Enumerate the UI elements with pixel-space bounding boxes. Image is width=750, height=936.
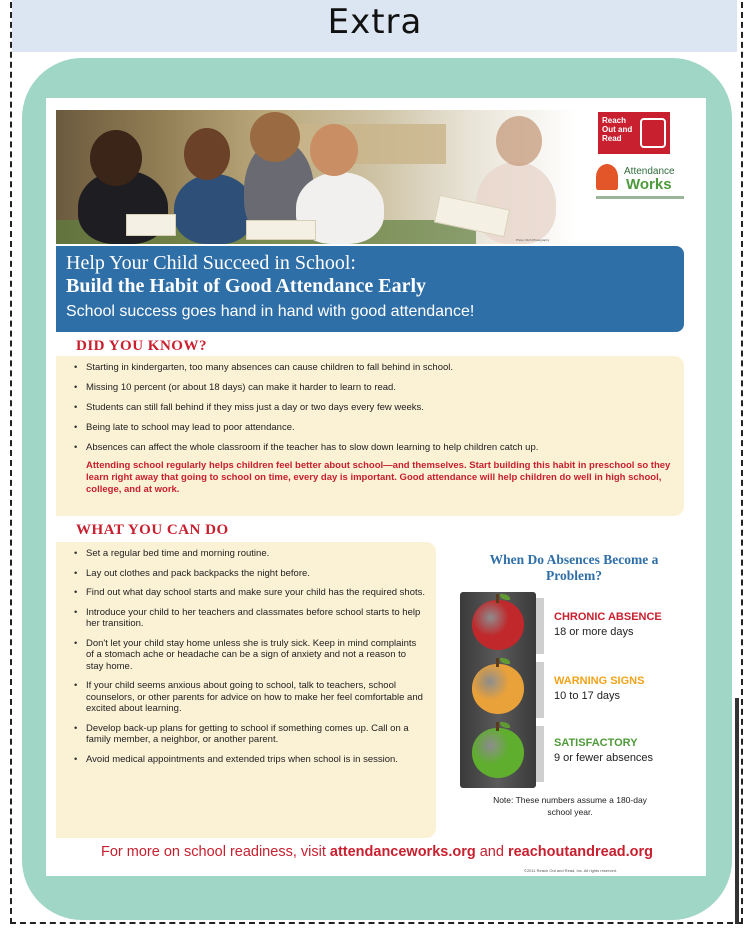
- teacher-head: [250, 112, 300, 162]
- level-chronic-absence: CHRONIC ABSENCE: [554, 611, 662, 623]
- page-edge-mark: [735, 698, 739, 924]
- level-warning-signs: WARNING SIGNS: [554, 675, 645, 687]
- list-item: • Don't let your child stay home unless she is truly sick. Keep in mind complaints of a stomach ache or headache can be a sign of anxiety and not a reason to stay home.: [86, 638, 426, 673]
- list-item: • Lay out clothes and pack backpacks the night before.: [86, 568, 426, 580]
- footer-prefix: For more on school readiness, visit: [101, 844, 330, 860]
- logo-tagline: [596, 196, 684, 199]
- list-item: • Develop back-up plans for getting to school if something comes up. Call on a family member, a neighbor, or another parent.: [86, 723, 426, 746]
- level-chronic-desc: 18 or more days: [554, 626, 634, 638]
- list-item: • Avoid medical appointments and extended trips when school is in session.: [86, 754, 426, 766]
- children-reading-photo: [56, 110, 576, 244]
- footer-line: [62, 844, 692, 860]
- what-you-can-do-box: [56, 542, 436, 838]
- attendance-flyer: [46, 98, 706, 876]
- light-tab: [536, 662, 544, 718]
- child-figure: [174, 174, 254, 244]
- photo-credit: Photo: Rich Photography: [516, 238, 550, 242]
- level-satisfactory-desc: 9 or fewer absences: [554, 752, 654, 764]
- child-head: [184, 128, 230, 180]
- banner-line-2: Build the Habit of Good Attendance Early: [66, 275, 427, 297]
- what-you-can-do-heading: WHAT YOU CAN DO: [76, 522, 229, 538]
- list-item: • Being late to school may lead to poor attendance.: [86, 422, 670, 434]
- child-head: [496, 116, 542, 166]
- book-shape: [246, 220, 316, 240]
- list-item: • Starting in kindergarten, too many absences can cause children to fall behind in school.: [86, 362, 670, 374]
- list-item: • Missing 10 percent (or about 18 days) can make it harder to learn to read.: [86, 382, 670, 394]
- list-item: • Introduce your child to her teachers and classmates before school starts to help her transition.: [86, 607, 426, 630]
- attendanceworks-link[interactable]: attendanceworks.org: [329, 844, 476, 860]
- apple-mark-icon: [596, 164, 618, 190]
- red-apple-icon: [472, 600, 524, 650]
- absences-title: When Do Absences Become a Problem?: [489, 552, 659, 583]
- did-you-know-heading: DID YOU KNOW?: [76, 338, 207, 354]
- book-shape: [126, 214, 176, 236]
- level-warning-desc: 10 to 17 days: [554, 690, 621, 702]
- title-banner: [56, 246, 684, 332]
- book-stethoscope-icon: [640, 118, 666, 148]
- attendance-works-logo: [594, 160, 686, 206]
- list-item: • Students can still fall behind if they miss just a day or two days every few weeks.: [86, 402, 670, 414]
- list-item: • If your child seems anxious about going to school, talk to teachers, school counselors, or other parents for advice on how to make her feel comfortable and excited about learning.: [86, 680, 426, 715]
- absences-note: Note: These numbers assume a 180-day school year.: [493, 795, 647, 817]
- list-item: • Find out what day school starts and make sure your child has the required shots.: [86, 587, 426, 599]
- logo-text-attendance: Attendance: [624, 166, 675, 177]
- reach-out-and-read-logo: [598, 112, 670, 154]
- light-tab: [536, 598, 544, 654]
- footer-middle: and: [475, 844, 508, 860]
- did-you-know-box: [56, 356, 684, 516]
- banner-line-1: Help Your Child Succeed in School:: [66, 252, 356, 274]
- light-tab: [536, 726, 544, 782]
- list-item: • Set a regular bed time and morning routine.: [86, 548, 426, 560]
- emphasis-paragraph: Attending school regularly helps children feel better about school—and themselves. Start building this habit in preschool so they learn right away that going to school on time, every day is important. Good attendance will help children do well in high school, college, and at work.: [86, 460, 671, 495]
- list-item: • Absences can affect the whole classroom if the teacher has to slow down learning to help children catch up.: [86, 442, 670, 454]
- banner-subtitle: School success goes hand in hand with good attendance!: [66, 303, 475, 320]
- page-title: Extra: [327, 2, 423, 42]
- copyright: ©2011 Reach Out and Read, Inc. All rights reserved.: [524, 868, 617, 873]
- traffic-light: [460, 592, 536, 788]
- logo-text-works: Works: [626, 176, 672, 193]
- child-head: [310, 124, 358, 176]
- child-head: [90, 130, 142, 186]
- reachoutandread-link[interactable]: reachoutandread.org: [507, 844, 653, 860]
- level-satisfactory: SATISFACTORY: [554, 737, 638, 749]
- yellow-apple-icon: [472, 664, 524, 714]
- green-apple-icon: [472, 728, 524, 778]
- logo-text: Reach Out and Read: [602, 116, 633, 143]
